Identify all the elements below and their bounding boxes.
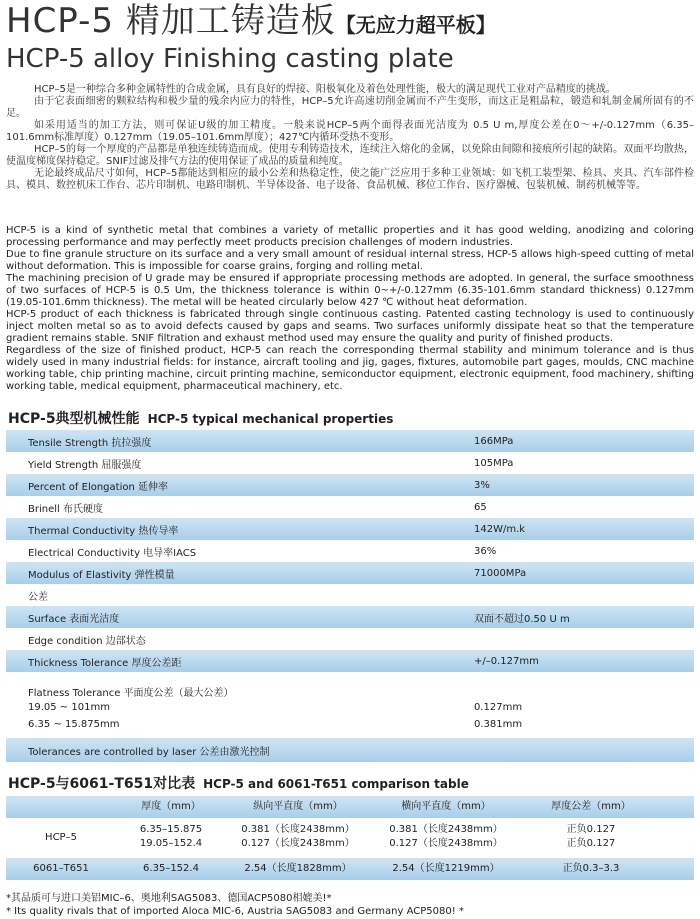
property-name: 公差 [28, 591, 48, 603]
comparison-table [6, 796, 694, 886]
cn-paragraph-2: 由于它表面细密的颗粒结构和极少量的残余内应力的特性，HCP–5允许高速切削金属而不产生变形，而这正是粗晶粒，锻造和轧制金属所固有的不足。 [6, 96, 694, 119]
table-row [6, 858, 694, 880]
page-title-cn [6, 0, 496, 42]
property-name: Percent of Elongation 延伸率 [28, 481, 168, 493]
property-value: 105MPa [474, 457, 514, 469]
property-value: 71000MPa [474, 567, 527, 579]
en-paragraph-2: Due to fine granule structure on its surface and a very small amount of residual internal stress, HCP-5 allows high-speed cutting of metal without deformation. This is impossible for coarse grains, forging and rolling metal. [6, 249, 694, 272]
property-name: Modulus of Elastivity 弹性模量 [28, 569, 175, 581]
footnote-en: * Its quality rivals that of imported Aloca MIC-6, Austria SAG5083 and Germany ACP5080! * [6, 906, 464, 917]
properties-table [6, 430, 694, 763]
property-name: Surface 表面光洁度 [28, 613, 120, 625]
flatness-value: 0.127mm [474, 702, 523, 713]
flatness-range: 6.35 ~ 15.875mm [28, 719, 120, 730]
properties-title-en: HCP-5 typical mechanical properties [147, 412, 394, 426]
flatness-label: Flatness Tolerance 平面度公差（最大公差） [28, 688, 234, 699]
property-name: Thickness Tolerance 厚度公差距 [28, 657, 182, 669]
en-paragraph-5: Regardless of the size of finished product, HCP-5 can reach the corresponding thermal stability and minimum tolerance and is thus widely used in many industrial fields: for instance, aircraft tooling and jig, gages, fixtures, automobile part gages, moulds, CNC machine working table, chip printing machine, circuit printing machine, semiconductor equipment, electronic equipment, food machinery, shifting working table, medical equipment, pharmaceutical machinery, etc. [6, 345, 694, 392]
cn-paragraph-4: HCP–5的每一个厚度的产品都是单独连续铸造而成。使用专利铸造技术，连续注入熔化的金属，以免除由间隙和接痕所引起的缺陷。双面平均散热，使温度梯度保持稳定。SNIF过滤及排气方法的使用保证了成品的质量和纯度。 [6, 144, 694, 167]
longitudinal-value: 0.127（长度2438mm） [241, 838, 355, 849]
property-name: Yield Strength 屈服强度 [28, 459, 142, 471]
en-paragraph-3: The machining precision of U grade may be ensured if appropriate processing methods are adopted. In general, the surface smoothness of two surfaces of HCP-5 is 0.5 Um, the thickness tolerance is within 0~+/-0.127mm (6.35-101.6mm standard thickness) 0.127mm (19.05-101.6mm thickness). The metal will be heated circularly below 427 ℃ without heat deformation. [6, 273, 694, 308]
property-row [6, 628, 694, 650]
longitudinal-value: 0.381（长度2438mm） [241, 824, 355, 835]
thickness-value: 19.05–152.4 [139, 838, 203, 849]
en-paragraph-4: HCP-5 product of each thickness is fabricated through single continuous casting. Patented casting technology is used to continuously inject molten metal so as to avoid defects caused by gaps and seams. Two surfaces uniformly dissipate heat so that the temperature gradient remains stable. SNIF filtration and exhaust method used may ensure the quality and purity of finished products. [6, 309, 694, 344]
comparison-section-title [8, 773, 469, 795]
property-value: 65 [474, 501, 487, 513]
laser-note: Tolerances are controlled by laser 公差由激光控制 [28, 746, 270, 758]
comparison-title-cn: HCP-5与6061-T651对比表 [8, 776, 196, 792]
comparison-title-en: HCP-5 and 6061-T651 comparison table [203, 777, 469, 791]
property-value: 36% [474, 545, 497, 557]
property-value: 166MPa [474, 435, 514, 447]
properties-section-title [8, 408, 393, 430]
property-row [6, 518, 694, 540]
header-thickness: 厚度（mm） [141, 801, 201, 812]
thickness-value: 6.35–152.4 [143, 863, 199, 874]
cn-paragraph-3: 如采用适当的加工方法，则可保证U级的加工精度。一般来说HCP–5两个面得表面光洁度为 0.5 U m,厚度公差在0～+/-0.127mm（6.35–101.6mm标准厚度）0.127mm（19.05–101.6mm厚度）；427℃内循环受热不变形。 [6, 120, 694, 143]
property-row [6, 540, 694, 562]
cn-paragraph-5: 无论最终成品尺寸如何，HCP–5都能达到相应的最小公差和热稳定性，使之能广泛应用于多种工业领域：如飞机工装型架、检具、夹具、汽车部件检具、模具、数控机床工作台、芯片印制机、电路印制机、半导体设备、电子设备、食品机械、移位工作台、医疗器械、包装机械、制药机械等等。 [6, 168, 694, 191]
header-transverse: 横向平直度（mm） [401, 801, 491, 812]
laser-note-row [6, 738, 694, 762]
property-name: Thermal Conductivity 热传导率 [28, 525, 179, 537]
en-paragraph-1: HCP-5 is a kind of synthetic metal that combines a variety of metallic properties and it has good welding, anodizing and coloring processing performance and may perfectly meet products precision challenges of modern industries. [6, 225, 694, 248]
table-row [6, 818, 694, 858]
footnote-cn: *其品质可与进口美铝MIC–6、奥地利SAG5083、德国ACP5080相媲美!* [6, 893, 332, 904]
property-row [6, 430, 694, 452]
property-row [6, 584, 694, 606]
flatness-row [6, 672, 694, 738]
property-name: Brinell 布氏硬度 [28, 503, 103, 515]
header-tolerance: 厚度公差（mm） [551, 801, 631, 812]
property-value: +/–0.127mm [474, 655, 539, 667]
tolerance-value: 正负0.3–3.3 [562, 863, 620, 874]
material-name: HCP–5 [45, 832, 77, 843]
property-row [6, 606, 694, 628]
property-row [6, 452, 694, 474]
thickness-value: 6.35–15.875 [139, 824, 203, 835]
tolerance-value: 正负0.127 [566, 824, 616, 835]
header-longitudinal: 纵向平直度（mm） [253, 801, 343, 812]
transverse-value: 2.54（长度1219mm） [392, 863, 500, 874]
property-row [6, 562, 694, 584]
material-name: 6061–T651 [33, 863, 89, 874]
properties-title-cn: HCP-5典型机械性能 [8, 411, 140, 427]
tolerance-value: 正负0.127 [566, 838, 616, 849]
property-row [6, 650, 694, 672]
flatness-range: 19.05 ~ 101mm [28, 702, 110, 713]
cn-paragraph-1: HCP–5是一种综合多种金属特性的合成金属，具有良好的焊接、阳极氧化及着色处理性能，极大的满足现代工业对产品精度的挑战。 [34, 84, 616, 95]
property-name: Tensile Strength 抗拉强度 [28, 437, 152, 449]
property-row [6, 496, 694, 518]
property-value: 3% [474, 479, 490, 491]
title-cn-main: HCP-5 精加工铸造板 [6, 1, 336, 41]
property-name: Edge condition 边部状态 [28, 635, 146, 647]
property-name: Electrical Conductivity 电导率IACS [28, 547, 197, 559]
property-value: 双面不超过0.50 U m [474, 613, 570, 625]
page-title-en: HCP-5 alloy Finishing casting plate [6, 44, 454, 74]
transverse-value: 0.381（长度2438mm） [389, 824, 503, 835]
comparison-header-row [6, 796, 694, 818]
english-description [6, 225, 694, 393]
chinese-description [6, 84, 694, 192]
property-row [6, 474, 694, 496]
flatness-value: 0.381mm [474, 719, 523, 730]
longitudinal-value: 2.54（长度1828mm） [244, 863, 352, 874]
property-value: 142W/m.k [474, 523, 526, 535]
title-cn-subtitle: 【无应力超平板】 [335, 13, 496, 37]
transverse-value: 0.127（长度2438mm） [389, 838, 503, 849]
